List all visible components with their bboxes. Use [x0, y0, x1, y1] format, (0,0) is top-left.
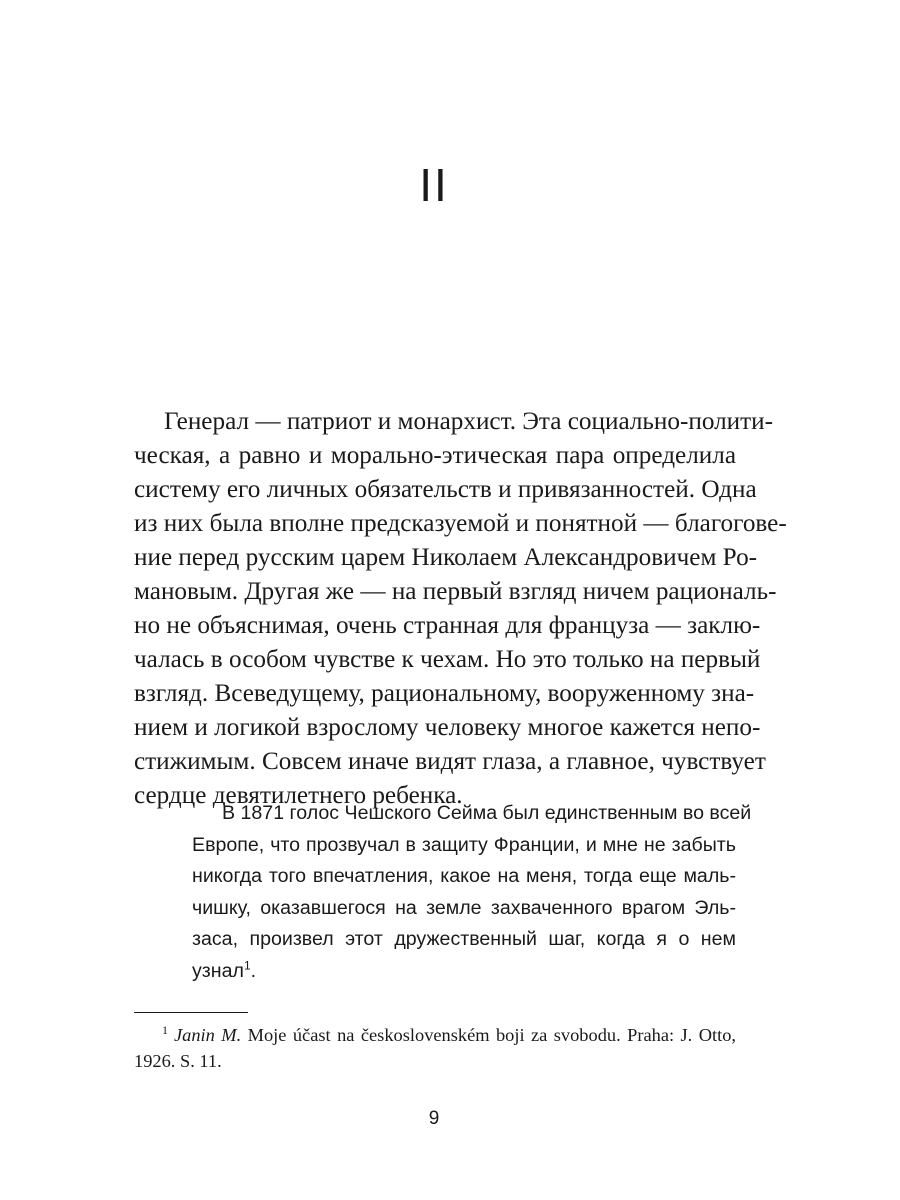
quote-line: никогда того впечатления, какое на меня, тогда еще маль-: [192, 865, 736, 888]
quote-last-line: [192, 956, 736, 988]
page-number: 9: [428, 1108, 440, 1129]
footnote-marker: 1: [162, 1022, 168, 1037]
quote-line: В 1871 голос Чешского Сейма был единственным во всей: [222, 802, 752, 824]
paragraph-line: стижимым. Совсем иначе видят глаза, а главное, чувствует: [134, 748, 766, 775]
footnote-reference[interactable]: 1: [243, 958, 251, 973]
paragraph-line: нием и логикой взрослому человеку многое кажется непо-: [134, 714, 761, 741]
paragraph-line: чалась в особом чувстве к чехам. Но это только на первый: [134, 646, 761, 673]
paragraph-line: ческая, а равно и морально-этическая пара определила: [134, 442, 736, 469]
footnote-author: Janin M.: [174, 1025, 242, 1045]
block-quote: [192, 798, 752, 988]
paragraph-line: из них была вполне предсказуемой и понятной — благогове-: [134, 510, 787, 537]
quote-period: .: [250, 959, 257, 982]
quote-line: заса, произвел этот дружественный шаг, когда я о нем: [192, 928, 736, 951]
quote-line-text: узнал: [192, 959, 244, 982]
paragraph-line: сердце девятилетнего ребенка.: [134, 782, 463, 809]
paragraph-line: систему его личных обязательств и привязанностей. Одна: [134, 476, 757, 503]
quote-line: чишку, оказавшегося на земле захваченного врагом Эль-: [192, 896, 736, 919]
paragraph-line: мановым. Другая же — на первый взгляд ничем рациональ-: [134, 578, 777, 605]
footnote: [134, 1022, 736, 1074]
paragraph-line: взгляд. Всеведущему, рациональному, вооруженному зна-: [134, 680, 755, 707]
footnote-title: Moje účast na československém boji za svobodu. Praha: J. Otto,: [247, 1025, 736, 1045]
paragraph-line: ние перед русским царем Николаем Александровичем Ро-: [134, 544, 758, 571]
quote-line: Европе, что прозвучал в защиту Франции, и мне не забыть: [192, 833, 736, 856]
footnote-line: [134, 1022, 736, 1048]
chapter-number: II: [419, 159, 449, 211]
paragraph-line: Генерал — патриот и монархист. Эта социально-полити-: [164, 408, 774, 435]
footnote-divider: [134, 1012, 248, 1013]
footnote-line: 1926. S. 11.: [134, 1051, 222, 1071]
paragraph-line: но не объяснимая, очень странная для француза — заклю-: [134, 612, 761, 639]
